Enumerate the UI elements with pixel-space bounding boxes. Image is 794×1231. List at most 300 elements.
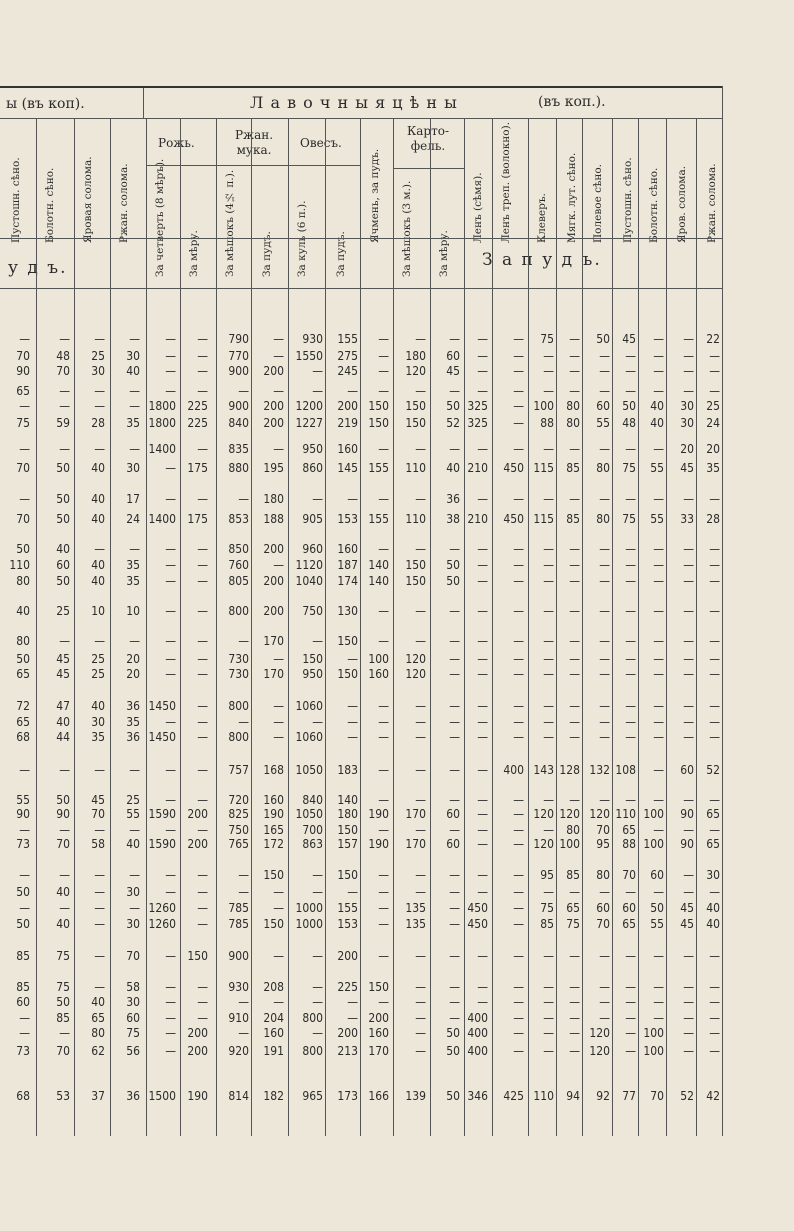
table-cell: 85: [566, 512, 580, 526]
table-cell: —: [599, 980, 610, 994]
table-cell: —: [569, 384, 580, 398]
table-cell: —: [683, 1011, 694, 1025]
table-cell: 80: [596, 461, 610, 475]
table-cell: —: [653, 763, 664, 777]
table-cell: 40: [56, 542, 70, 556]
table-cell: —: [683, 823, 694, 837]
table-cell: —: [415, 980, 426, 994]
table-cell: —: [653, 995, 664, 1009]
table-cell: —: [415, 634, 426, 648]
table-cell: —: [449, 667, 460, 681]
table-cell: —: [197, 332, 208, 346]
table-cell: —: [19, 1026, 30, 1040]
table-cell: —: [94, 917, 105, 931]
table-cell: —: [513, 1011, 524, 1025]
table-cell: —: [94, 542, 105, 556]
group-potato: Карто-фель.: [406, 124, 450, 153]
table-cell: —: [197, 763, 208, 777]
table-cell: —: [477, 949, 488, 963]
table-cell: —: [197, 364, 208, 378]
table-cell: 930: [302, 332, 323, 346]
table-cell: —: [477, 558, 488, 572]
column-header: За мѣшокъ (4½ п.).: [224, 169, 236, 277]
table-cell: 60: [650, 868, 664, 882]
table-cell: —: [19, 492, 30, 506]
table-cell: —: [129, 384, 140, 398]
table-cell: —: [197, 823, 208, 837]
table-cell: —: [599, 1011, 610, 1025]
table-cell: —: [599, 364, 610, 378]
table-cell: —: [625, 667, 636, 681]
table-cell: —: [513, 652, 524, 666]
column-header: За мѣру.: [188, 230, 200, 277]
table-cell: 36: [126, 730, 140, 744]
table-cell: —: [273, 949, 284, 963]
table-cell: —: [312, 868, 323, 882]
table-cell: 150: [263, 868, 284, 882]
table-cell: —: [378, 949, 389, 963]
table-cell: —: [197, 1011, 208, 1025]
table-cell: —: [449, 901, 460, 915]
table-cell: 55: [596, 416, 610, 430]
table-cell: —: [312, 1026, 323, 1040]
table-cell: 48: [622, 416, 636, 430]
column-header: За четверть (8 мѣръ).: [154, 158, 166, 277]
table-cell: 1050: [295, 807, 323, 821]
table-cell: 730: [228, 652, 249, 666]
table-cell: —: [683, 492, 694, 506]
table-cell: —: [273, 699, 284, 713]
table-cell: —: [378, 901, 389, 915]
table-cell: —: [683, 574, 694, 588]
table-cell: —: [569, 980, 580, 994]
table-cell: 346: [467, 1089, 488, 1103]
table-cell: —: [312, 634, 323, 648]
column-header: Полевое сѣно.: [592, 163, 604, 243]
table-cell: 120: [533, 807, 554, 821]
table-cell: 100: [643, 1044, 664, 1058]
table-cell: 200: [263, 574, 284, 588]
table-cell: 70: [16, 461, 30, 475]
table-cell: 160: [337, 542, 358, 556]
table-cell: 190: [187, 1089, 208, 1103]
table-cell: 785: [228, 917, 249, 931]
table-cell: 40: [56, 885, 70, 899]
table-cell: —: [165, 1044, 176, 1058]
table-cell: 210: [467, 512, 488, 526]
table-cell: —: [569, 604, 580, 618]
table-cell: 50: [56, 492, 70, 506]
table-cell: 30: [126, 461, 140, 475]
table-cell: 60: [596, 901, 610, 915]
table-cell: —: [683, 699, 694, 713]
table-cell: —: [653, 823, 664, 837]
table-cell: —: [653, 349, 664, 363]
table-cell: —: [415, 995, 426, 1009]
column-header: Клеверъ.: [536, 193, 548, 243]
table-cell: —: [683, 885, 694, 899]
table-cell: —: [165, 823, 176, 837]
table-cell: —: [513, 416, 524, 430]
table-cell: —: [599, 349, 610, 363]
table-cell: —: [273, 558, 284, 572]
table-cell: 191: [263, 1044, 284, 1058]
table-cell: —: [415, 715, 426, 729]
table-cell: —: [129, 868, 140, 882]
table-cell: 30: [126, 349, 140, 363]
table-cell: 200: [263, 364, 284, 378]
table-cell: 120: [533, 837, 554, 851]
table-cell: —: [378, 730, 389, 744]
table-cell: 35: [126, 715, 140, 729]
header-rule: [0, 118, 722, 119]
table-cell: 1800: [148, 399, 176, 413]
table-cell: 190: [368, 807, 389, 821]
table-cell: 150: [302, 652, 323, 666]
table-cell: 45: [680, 917, 694, 931]
table-cell: 30: [680, 399, 694, 413]
table-cell: 930: [228, 980, 249, 994]
table-cell: —: [197, 558, 208, 572]
table-cell: —: [709, 384, 720, 398]
column-header: Пустошн. сѣно.: [622, 157, 634, 243]
table-cell: —: [653, 384, 664, 398]
table-cell: —: [513, 699, 524, 713]
table-cell: —: [273, 995, 284, 1009]
table-cell: —: [683, 1026, 694, 1040]
table-cell: —: [709, 604, 720, 618]
table-cell: —: [543, 604, 554, 618]
table-cell: —: [449, 885, 460, 899]
table-cell: —: [449, 917, 460, 931]
table-cell: —: [625, 980, 636, 994]
table-cell: 90: [680, 837, 694, 851]
table-cell: 44: [56, 730, 70, 744]
table-cell: —: [477, 652, 488, 666]
table-cell: —: [197, 652, 208, 666]
table-cell: 50: [16, 652, 30, 666]
table-cell: 145: [337, 461, 358, 475]
table-cell: 38: [446, 512, 460, 526]
table-cell: —: [347, 652, 358, 666]
table-cell: 195: [263, 461, 284, 475]
table-cell: —: [197, 901, 208, 915]
table-cell: —: [683, 1044, 694, 1058]
table-cell: —: [347, 492, 358, 506]
table-cell: 225: [187, 416, 208, 430]
table-cell: —: [129, 763, 140, 777]
table-cell: —: [449, 980, 460, 994]
table-cell: 62: [91, 1044, 105, 1058]
table-cell: 45: [680, 461, 694, 475]
table-cell: —: [625, 1011, 636, 1025]
table-cell: —: [312, 980, 323, 994]
table-cell: —: [683, 332, 694, 346]
table-cell: 75: [540, 332, 554, 346]
table-cell: —: [683, 980, 694, 994]
table-cell: —: [599, 442, 610, 456]
table-cell: —: [543, 1011, 554, 1025]
table-cell: —: [599, 667, 610, 681]
table-cell: 75: [566, 917, 580, 931]
table-cell: —: [625, 949, 636, 963]
table-cell: 72: [16, 699, 30, 713]
table-cell: —: [653, 793, 664, 807]
group-oats: Овесъ.: [300, 136, 342, 150]
table-cell: —: [683, 949, 694, 963]
table-cell: —: [543, 885, 554, 899]
table-cell: —: [129, 442, 140, 456]
table-cell: —: [347, 885, 358, 899]
table-cell: 47: [56, 699, 70, 713]
table-cell: —: [477, 715, 488, 729]
table-cell: —: [625, 542, 636, 556]
table-cell: —: [513, 1044, 524, 1058]
table-cell: —: [653, 442, 664, 456]
table-cell: 175: [187, 461, 208, 475]
table-cell: —: [599, 384, 610, 398]
table-cell: 70: [56, 837, 70, 851]
table-cell: 80: [596, 868, 610, 882]
table-cell: —: [94, 901, 105, 915]
table-cell: —: [513, 868, 524, 882]
table-cell: 65: [566, 901, 580, 915]
table-cell: 153: [337, 512, 358, 526]
table-cell: —: [165, 763, 176, 777]
table-cell: 20: [680, 442, 694, 456]
table-cell: —: [449, 604, 460, 618]
table-cell: 88: [540, 416, 554, 430]
table-cell: 157: [337, 837, 358, 851]
table-cell: 37: [91, 1089, 105, 1103]
table-cell: 40: [650, 416, 664, 430]
table-cell: 160: [263, 793, 284, 807]
table-cell: —: [653, 604, 664, 618]
left-unit-header: ы (въ коп).: [6, 96, 85, 112]
unit-right: З а п у д ъ.: [482, 250, 602, 270]
table-cell: 900: [228, 949, 249, 963]
table-cell: 900: [228, 399, 249, 413]
table-cell: 172: [263, 837, 284, 851]
table-cell: —: [625, 699, 636, 713]
table-cell: 65: [16, 384, 30, 398]
table-cell: —: [513, 715, 524, 729]
table-cell: 1050: [295, 763, 323, 777]
table-cell: —: [513, 349, 524, 363]
table-cell: 25: [706, 399, 720, 413]
table-cell: —: [569, 793, 580, 807]
table-cell: —: [683, 364, 694, 378]
table-cell: 1260: [148, 901, 176, 915]
table-cell: —: [59, 399, 70, 413]
table-cell: —: [477, 837, 488, 851]
table-cell: —: [477, 823, 488, 837]
table-cell: 170: [263, 634, 284, 648]
column-divider: [325, 118, 326, 1136]
table-cell: 174: [337, 574, 358, 588]
table-cell: 90: [16, 364, 30, 378]
table-cell: —: [625, 558, 636, 572]
table-cell: 800: [228, 730, 249, 744]
table-cell: 50: [446, 1044, 460, 1058]
table-cell: 170: [368, 1044, 389, 1058]
table-cell: —: [273, 332, 284, 346]
table-cell: —: [378, 384, 389, 398]
table-cell: 50: [16, 542, 30, 556]
table-cell: 100: [559, 837, 580, 851]
table-cell: —: [513, 995, 524, 1009]
table-cell: 140: [337, 793, 358, 807]
table-cell: —: [19, 1011, 30, 1025]
table-cell: —: [197, 574, 208, 588]
table-cell: 200: [263, 542, 284, 556]
table-cell: 75: [56, 949, 70, 963]
table-cell: —: [709, 364, 720, 378]
table-cell: 150: [337, 634, 358, 648]
table-cell: 150: [405, 558, 426, 572]
table-cell: —: [378, 917, 389, 931]
table-cell: —: [569, 542, 580, 556]
table-cell: —: [165, 558, 176, 572]
table-cell: 204: [263, 1011, 284, 1025]
table-cell: 40: [446, 461, 460, 475]
table-cell: 65: [16, 667, 30, 681]
table-cell: —: [415, 332, 426, 346]
table-cell: 60: [622, 901, 636, 915]
table-cell: 40: [91, 574, 105, 588]
table-cell: —: [709, 634, 720, 648]
table-cell: —: [653, 885, 664, 899]
table-cell: 45: [680, 901, 694, 915]
table-cell: —: [197, 917, 208, 931]
table-cell: 160: [337, 442, 358, 456]
table-cell: 100: [643, 837, 664, 851]
table-cell: —: [19, 399, 30, 413]
table-cell: 200: [337, 399, 358, 413]
table-cell: 910: [228, 1011, 249, 1025]
table-cell: 150: [368, 399, 389, 413]
table-cell: —: [477, 364, 488, 378]
table-cell: —: [625, 574, 636, 588]
table-cell: —: [569, 492, 580, 506]
table-cell: —: [477, 980, 488, 994]
table-cell: 425: [503, 1089, 524, 1103]
table-cell: 80: [566, 823, 580, 837]
table-cell: 95: [596, 837, 610, 851]
table-cell: 100: [643, 807, 664, 821]
table-cell: 94: [566, 1089, 580, 1103]
table-cell: 150: [337, 868, 358, 882]
column-divider: [638, 118, 639, 1136]
table-cell: —: [238, 384, 249, 398]
table-cell: —: [599, 730, 610, 744]
table-cell: —: [625, 492, 636, 506]
table-cell: 58: [126, 980, 140, 994]
table-cell: 65: [91, 1011, 105, 1025]
table-cell: —: [599, 652, 610, 666]
column-header: За пудъ.: [335, 231, 347, 277]
column-divider: [666, 118, 667, 1136]
table-cell: 65: [622, 917, 636, 931]
table-cell: —: [543, 1026, 554, 1040]
table-cell: —: [709, 542, 720, 556]
table-cell: 150: [337, 667, 358, 681]
table-cell: —: [415, 442, 426, 456]
table-cell: —: [477, 574, 488, 588]
table-cell: 40: [91, 995, 105, 1009]
column-header: Пустошн. сѣно.: [10, 157, 22, 243]
table-cell: 30: [680, 416, 694, 430]
table-cell: —: [273, 384, 284, 398]
table-cell: 200: [263, 604, 284, 618]
table-cell: 85: [566, 461, 580, 475]
column-header: Ленъ треп. (волокно).: [500, 121, 512, 243]
table-top-rule: [0, 86, 722, 88]
table-cell: —: [513, 980, 524, 994]
table-cell: 70: [91, 807, 105, 821]
table-cell: 75: [126, 1026, 140, 1040]
table-cell: —: [569, 558, 580, 572]
table-cell: 170: [405, 837, 426, 851]
table-cell: —: [625, 793, 636, 807]
table-cell: 900: [228, 364, 249, 378]
table-cell: —: [347, 730, 358, 744]
table-title: Л а в о ч н ы я ц ѣ н ы: [250, 93, 458, 112]
table-cell: —: [378, 699, 389, 713]
table-cell: —: [569, 652, 580, 666]
table-cell: —: [197, 793, 208, 807]
table-cell: —: [569, 1026, 580, 1040]
table-cell: —: [513, 949, 524, 963]
table-cell: 187: [337, 558, 358, 572]
table-cell: 40: [126, 364, 140, 378]
table-cell: —: [513, 730, 524, 744]
table-cell: 730: [228, 667, 249, 681]
table-cell: —: [709, 715, 720, 729]
table-cell: 132: [589, 763, 610, 777]
table-cell: —: [347, 1011, 358, 1025]
header-rule: [0, 238, 722, 239]
table-cell: —: [449, 1011, 460, 1025]
table-cell: —: [683, 995, 694, 1009]
table-cell: —: [415, 885, 426, 899]
table-cell: 180: [337, 807, 358, 821]
table-cell: 108: [615, 763, 636, 777]
column-header: Ячмень, за пудъ.: [369, 148, 381, 243]
table-cell: 1260: [148, 917, 176, 931]
table-cell: —: [683, 715, 694, 729]
table-cell: 135: [405, 901, 426, 915]
table-cell: 80: [566, 416, 580, 430]
table-cell: —: [59, 868, 70, 882]
table-cell: 20: [706, 442, 720, 456]
table-cell: —: [165, 492, 176, 506]
table-cell: 150: [405, 399, 426, 413]
table-cell: 120: [589, 1026, 610, 1040]
table-cell: 880: [228, 461, 249, 475]
table-cell: —: [709, 823, 720, 837]
table-cell: —: [273, 901, 284, 915]
table-cell: 160: [368, 667, 389, 681]
table-cell: —: [477, 667, 488, 681]
table-cell: 40: [91, 492, 105, 506]
table-cell: —: [165, 349, 176, 363]
table-cell: 120: [405, 364, 426, 378]
table-cell: 1400: [148, 442, 176, 456]
table-cell: —: [569, 574, 580, 588]
table-cell: 155: [337, 332, 358, 346]
table-cell: 35: [126, 558, 140, 572]
